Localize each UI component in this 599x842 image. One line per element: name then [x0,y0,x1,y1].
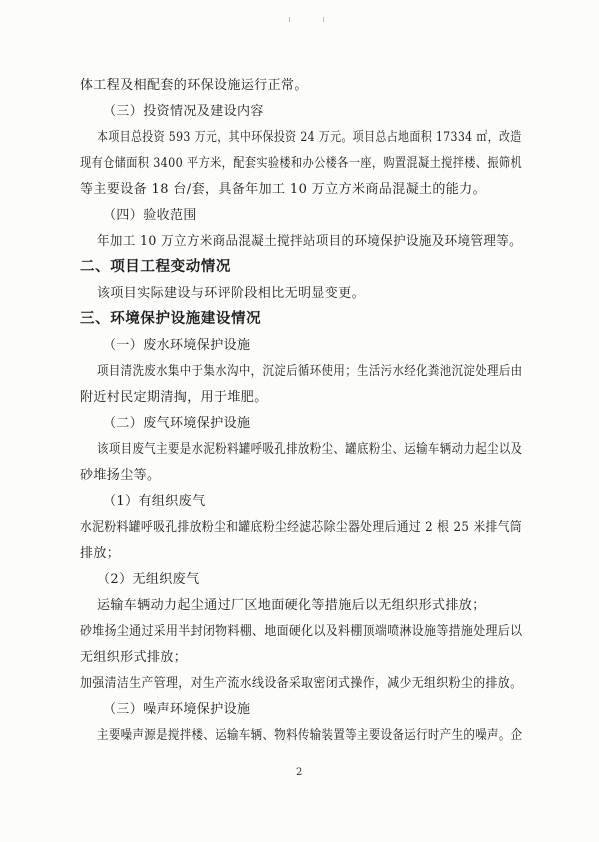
scan-mark [289,17,290,22]
paragraph-line: 等主要设备 18 台/套，具备年加工 10 万立方米商品混凝土的能力。 [80,182,486,197]
paragraph-line: 该项目实际建设与环评阶段相比无明显变更。 [97,286,366,301]
paragraph-line: 年加工 10 万立方米商品混凝土搅拌站项目的环境保护设施及环境管理等。 [97,234,523,249]
subsection-heading: （一）废水环境保护设施 [103,338,251,353]
subsection-heading: （1）有组织废气 [103,494,206,509]
paragraph-line: 加强清洁生产管理，对生产流水线设备采取密闭式操作，减少无组织粉尘的排放。 [80,676,523,691]
paragraph-line: 现有仓储面积 3400 平方米，配套实验楼和办公楼各一座，购置混凝土搅拌楼、振筛机 [80,156,522,171]
subsection-heading: （二）废气环境保护设施 [103,416,251,431]
subsection-heading: （四）验收范围 [103,208,197,223]
paragraph-line: 砂堆扬尘通过采用半封闭物料棚、地面硬化以及料棚顶端喷淋设施等措施处理后以 [80,624,523,639]
paragraph-line: 附近村民定期清掏，用于堆肥。 [80,390,268,405]
subsection-heading: （三）噪声环境保护设施 [103,702,251,717]
paragraph-line: 项目清洗废水集中于集水沟中，沉淀后循环使用；生活污水经化粪池沉淀处理后由 [97,364,523,379]
section-heading: 二、项目工程变动情况 [80,258,231,275]
paragraph-line: 本项目总投资 593 万元，其中环保投资 24 万元。项目总占地面积 17334 ㎡，改造 [97,130,522,145]
paragraph-line: 排放； [80,546,121,561]
paragraph-line: 水泥粉料罐呼吸孔排放粉尘和罐底粉尘经滤芯除尘器处理后通过 2 根 25 米排气筒 [80,520,523,535]
paragraph-line: 主要噪声源是搅拌楼、运输车辆、物料传输装置等主要设备运行时产生的噪声。企 [97,728,523,743]
paragraph-line: 该项目废气主要是水泥粉料罐呼吸孔排放粉尘、罐底粉尘、运输车辆动力起尘以及 [97,442,523,457]
section-heading: 三、环境保护设施建设情况 [80,310,262,327]
subsection-heading: （2）无组织废气 [97,572,200,587]
paragraph-line: 运输车辆动力起尘通过厂区地面硬化等措施后以无组织形式排放； [97,598,486,613]
paragraph-line: 无组织形式排放； [80,650,188,665]
paragraph-line: 砂堆扬尘等。 [80,468,161,483]
scan-mark [323,17,324,22]
paragraph-line: 体工程及相配套的环保设施运行正常。 [80,78,308,93]
page-number: 2 [296,767,303,778]
subsection-heading: （三）投资情况及建设内容 [103,104,264,119]
